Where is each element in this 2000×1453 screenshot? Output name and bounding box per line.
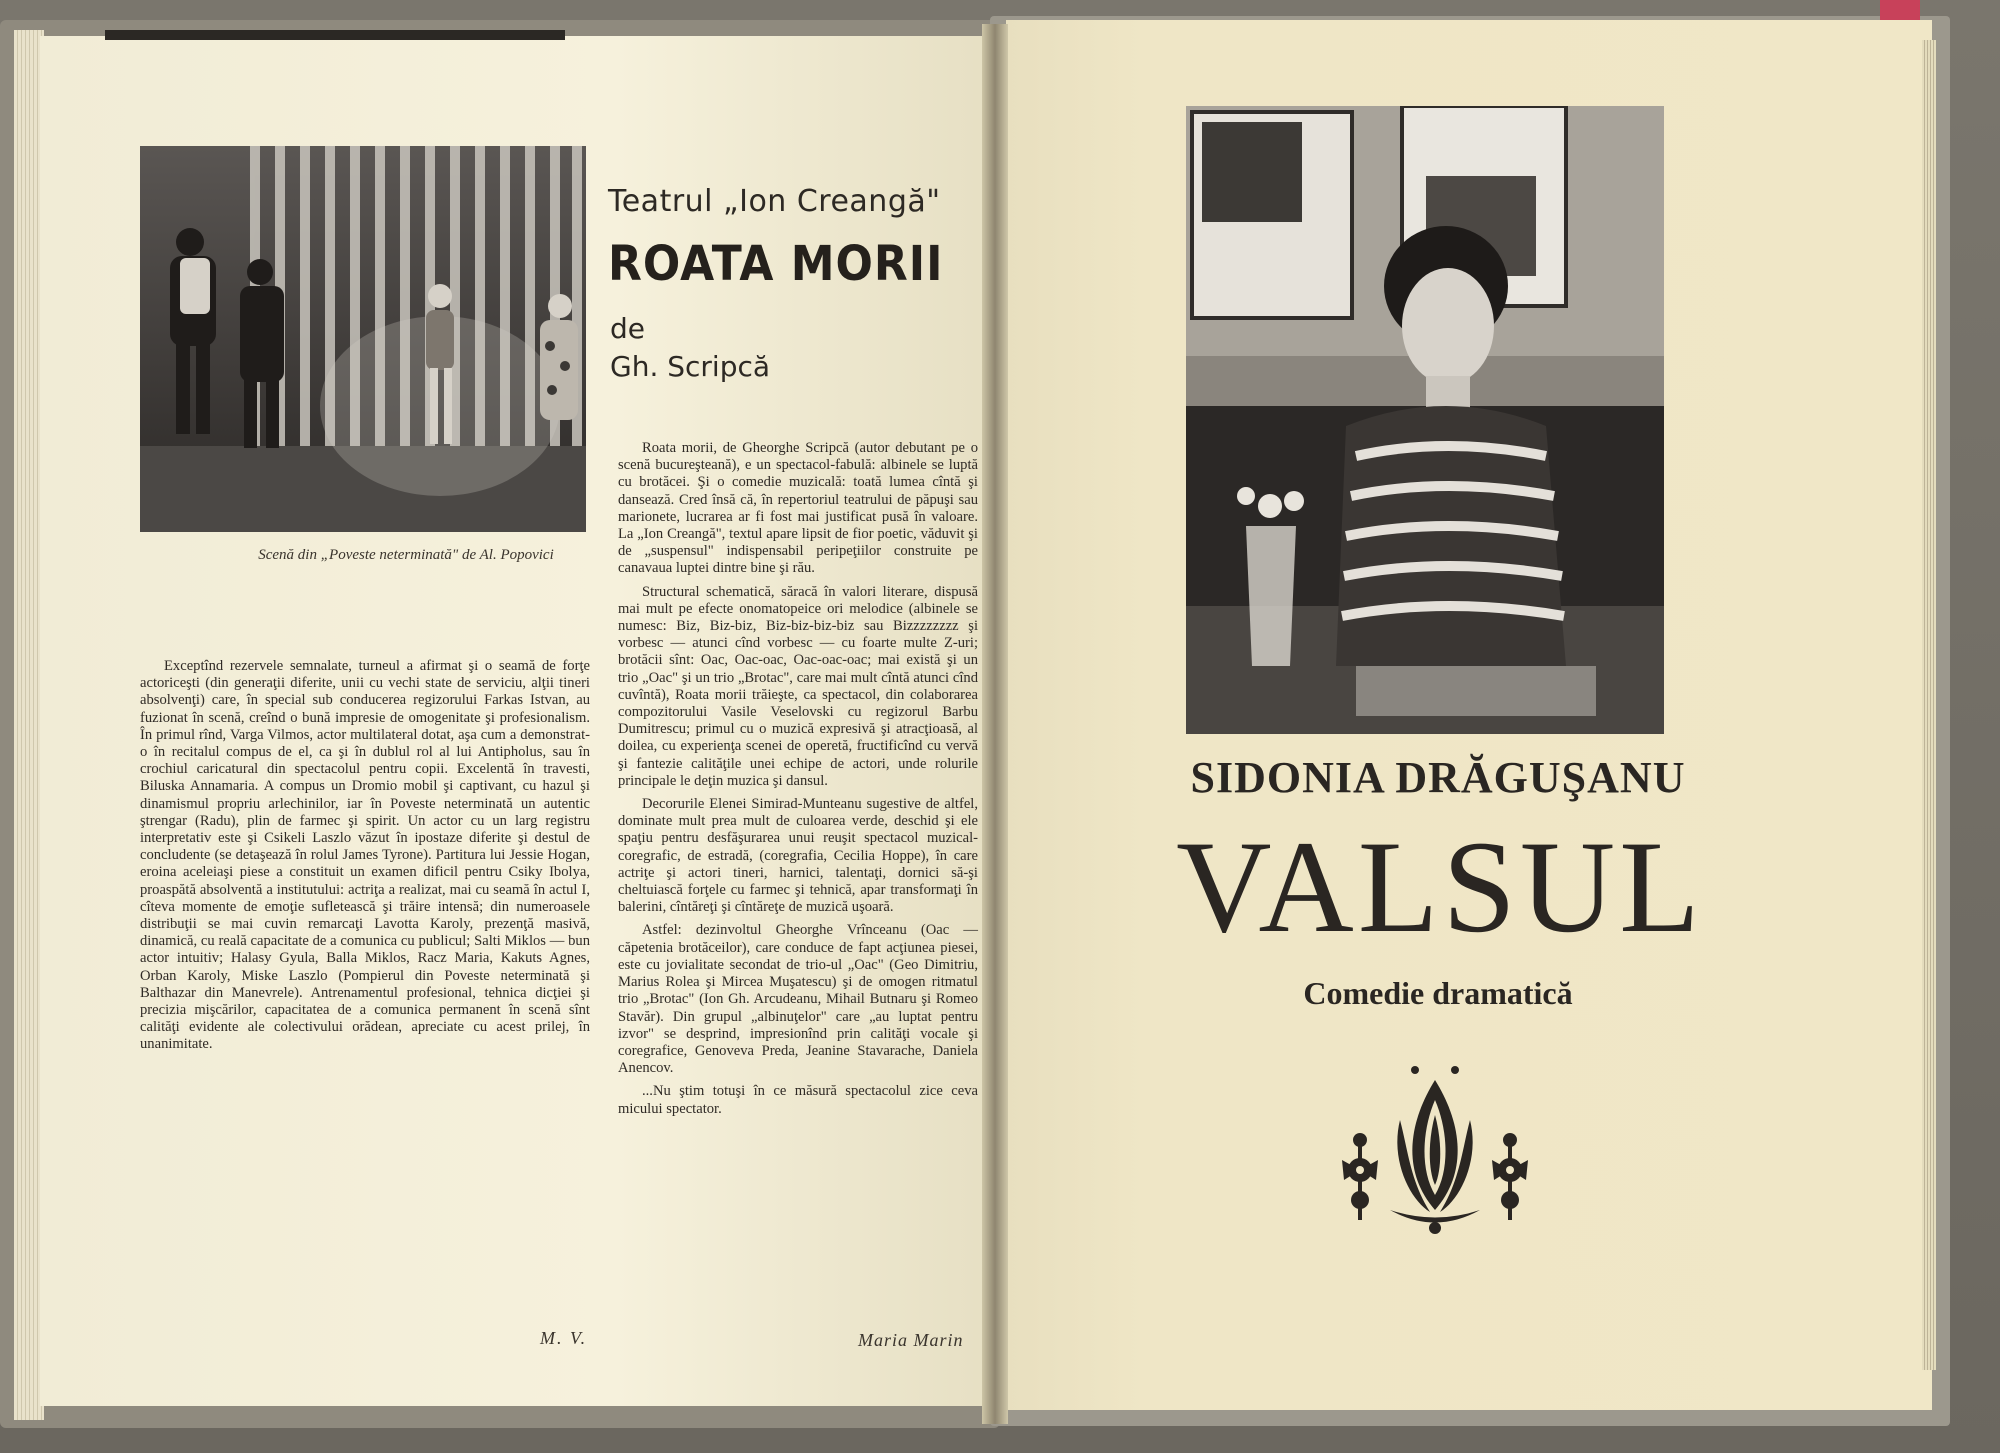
review-column-left bbox=[140, 658, 590, 1060]
theatre-name: Teatrul „Ion Creangă" bbox=[608, 184, 941, 219]
play-title-large: VALSUL bbox=[1176, 813, 1704, 960]
paragraph: Decorurile Elenei Simirad-Munteanu sugestive de altfel, dominate mult prea mult de culoarea verde, deschid şi ele spaţiu pentru desfăşurarea unui reuşit spectacol muzical-coregrafic, de estradă, (coregrafia, Cecilia Hoppe), în care actriţe şi actori tineri, harnici, talentaţi, dornici să-şi cheltuiască forţele cu farmec şi tehnică, apar transformaţi în balerini, cîntăreţi şi cîntăreţe de muzică uşoară. bbox=[618, 796, 978, 916]
review-signature: M. V. bbox=[540, 1328, 588, 1348]
play-author: Gh. Scripcă bbox=[610, 350, 771, 383]
page-edges-right bbox=[1922, 40, 1936, 1370]
stage-scene-photo bbox=[140, 146, 586, 532]
paragraph: Roata morii, de Gheorghe Scripcă (autor debutant pe o scenă bucureşteană), e un spectacol-fabulă: albinele se luptă cu brotăcei. Şi o comedie muzicală: toată lumea cîntă şi dansează. Cred însă că, în repertoriul teatrului de păpuşi sau marionete, lucrarea ar fi fost mai justificat pusă în valoare. La „Ion Creangă", textul apare lipsit de fior poetic, văduvit şi de „suspensul" indispensabil peripeţiilor construite pe canavaua luptei dintre bine şi rău. bbox=[618, 440, 978, 577]
paragraph: Exceptînd rezervele semnalate, turneul a afirmat şi o seamă de forţe actoriceşti (din generaţii diferite, unii cu vechi state de serviciu, alţii tineri absolvenţi) care, în special sub conducerea regizorului Farkas Istvan, au fuzionat în scenă, creînd o bună impresie de omogenitate şi profesionalism. În primul rînd, Varga Vilmos, actor multilateral dotat, aşa cum a demonstrat-o în recitalul compus de el, ca şi în dublul rol al lui Antipholus, sau în crochiul caricatural din spectacolul pentru copii. Excelentă în travesti, Biluska Annamaria. A compus un Dromio mobil şi captivant, cu hazul şi dinamismul propriu arlechinilor, iar în Poveste neterminată un autentic ştrengar (Radu), plin de farmec şi spirit. Un actor cu un larg registru interpretativ este şi Csikeli Laszlo văzut în ipostaze diferite şi destul de concludente (se detaşează în rolul James Tyrone). Partitura lui Jessie Hogan, eroina aceleiaşi piese a constituit un examen dificil pentru Csiky Ibolya, proaspătă absolventă a institutului: actriţa a realizat, mai cu seamă în actul I, cîteva momente de emoţie sufletească şi trăire intensă; din numeroasele distribuţii se mai cuvin remarcaţi Lavotta Karoly, prezenţă masivă, dinamică, cu reală capacitate de a comunica cu publicul; Salti Miklos — bun actor intuitiv; Halasy Gyula, Balla Miklos, Racz Maria, Kakuts Agnes, Orban Karoly, Miske Laszlo (Pompierul din Poveste neterminată şi Balthazar din Manevrele). Antrenamentul profesional, tehnica dicţiei şi precizia mişcărilor, capacitatea de a comunica permanent în scenă sînt calităţi evidente ale colectivului orădean, apreciate cu acest prilej, în unanimitate. bbox=[140, 658, 590, 1053]
paragraph: ...Nu ştim totuşi în ce măsură spectacolul zice ceva micului spectator. bbox=[618, 1083, 978, 1117]
play-review-column bbox=[618, 440, 978, 1124]
author-portrait-photo bbox=[1186, 106, 1664, 734]
author-name: SIDONIA DRĂGUŞANU bbox=[1190, 753, 1686, 802]
play-review-signature: Maria Marin bbox=[858, 1330, 964, 1350]
book-gutter bbox=[982, 24, 1008, 1424]
floral-ornament bbox=[1330, 1060, 1540, 1240]
photo-caption: Scenă din „Poveste neterminată" de Al. Popovici bbox=[258, 547, 554, 563]
paragraph: Astfel: dezinvoltul Gheorghe Vrînceanu (Oac — căpetenia brotăceilor), care conduce de fapt acţiunea piesei, este cu jovialitate secondat de trio-ul „Oac" (Geo Dimitriu, Marius Rolea şi Mircea Muşatescu) şi de omogen ritmatul trio „Brotac" (Ion Gh. Arcudeanu, Mihail Butnaru şi Romeo Stavăr). Din grupul „albinuţelor" care „au luptat pentru izvor" se desprind, impresionînd prin calităţi vocale şi coregrafice, Genoveva Preda, Jeanine Stavarache, Daniela Anencov. bbox=[618, 922, 978, 1077]
top-image-strip bbox=[105, 30, 565, 40]
paragraph: Structural schematică, săracă în valori literare, dispusă mai mult pe efecte onomatopeice ori melodice (albinele se numesc: Biz, Biz-biz, Biz-biz-biz-biz sau Bizzzzzzzz şi vorbesc — atunci cînd vorbesc — cu foarte multe Z-uri; brotăcii sînt: Oac, Oac-oac, Oac-oac-oac; mai există şi un trio „Oac" şi un trio „Brotac", care mai mult cîntă atunci cînd cuvîntă), Roata morii trăieşte, ca spectacol, din colaborarea compozitorului Vasile Veselovski cu regizorul Barbu Dumitrescu; primul cu o muzică expresivă şi atracţioasă, al doilea, cu experienţa scenei de operetă, fructificînd cu vervă şi fantezie calităţile unei echipe de actori, unde rolurile principale le deţin muzica şi dansul. bbox=[618, 583, 978, 789]
play-title: ROATA MORII bbox=[608, 236, 944, 293]
play-by: de bbox=[610, 312, 645, 345]
play-subtitle: Comedie dramatică bbox=[1303, 975, 1573, 1011]
